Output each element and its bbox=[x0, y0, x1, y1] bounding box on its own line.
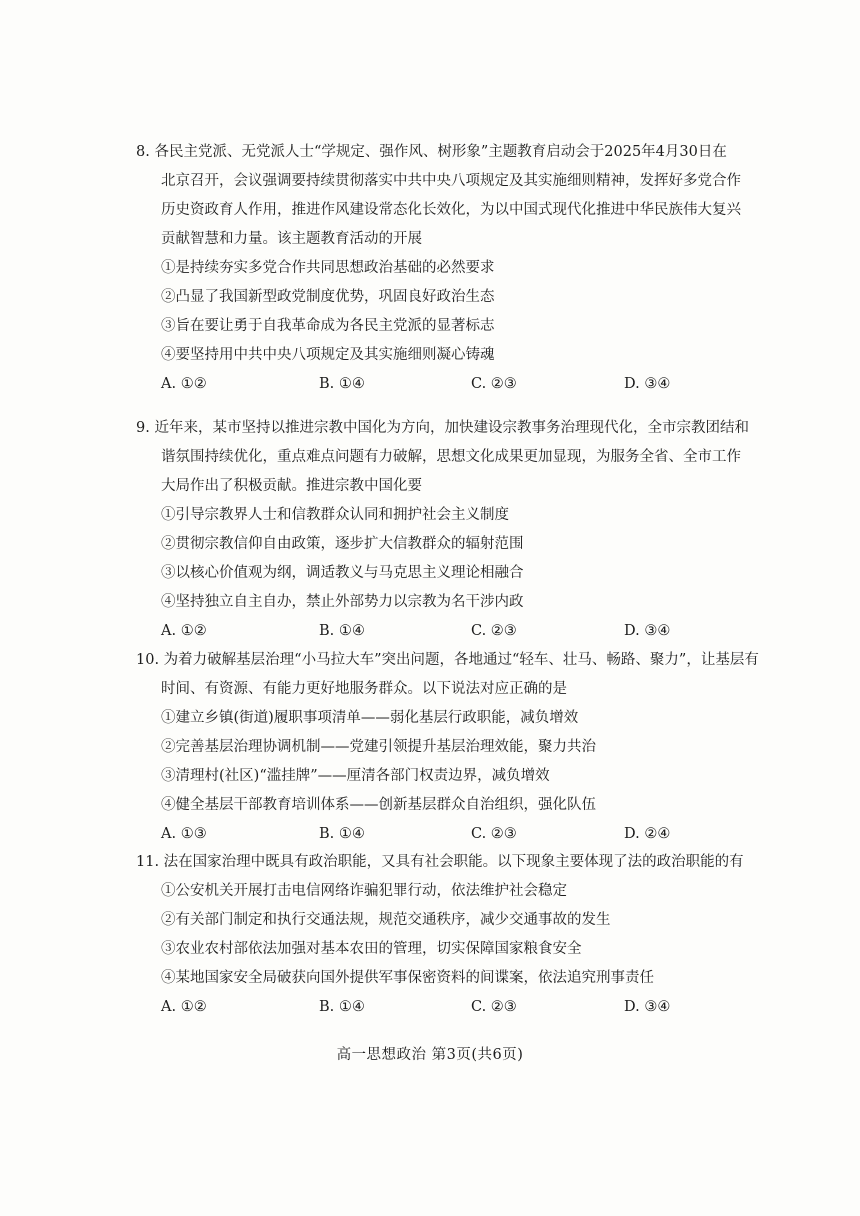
statement-option: ④坚持独立自主自办，禁止外部势力以宗教为名干涉内政 bbox=[161, 594, 524, 610]
statement-option: ②凸显了我国新型政党制度优势，巩固良好政治生态 bbox=[161, 289, 495, 305]
statement-option: ③以核心价值观为纲，调适教义与马克思主义理论相融合 bbox=[161, 565, 524, 581]
choice-d: D. ②④ bbox=[624, 826, 671, 842]
question-stem-line: 10. 为着力破解基层治理“小马拉大车”突出问题，各地通过“轻车、壮马、畅路、聚力”，让基层有 bbox=[136, 652, 759, 668]
answer-choices bbox=[136, 820, 786, 849]
question-stem-line: 大局作出了积极贡献。推进宗教中国化要 bbox=[161, 478, 422, 494]
statement-option: ③旨在要让勇于自我革命成为各民主党派的显著标志 bbox=[161, 318, 495, 334]
answer-choices bbox=[136, 370, 786, 399]
choice-c: C. ②③ bbox=[471, 826, 517, 842]
statement-option: ②有关部门制定和执行交通法规，规范交通秩序，减少交通事故的发生 bbox=[161, 912, 611, 928]
question-stem-line: 贡献智慧和力量。该主题教育活动的开展 bbox=[161, 231, 422, 247]
page-footer: 高一思想政治 第3页(共6页) bbox=[336, 1047, 524, 1063]
choice-a: A. ①② bbox=[161, 623, 207, 639]
choice-b: B. ①④ bbox=[319, 376, 365, 392]
question-stem-line: 谐氛围持续优化，重点难点问题有力破解，思想文化成果更加显现，为服务全省、全市工作 bbox=[161, 449, 741, 465]
choice-c: C. ②③ bbox=[471, 376, 517, 392]
statement-option: ④要坚持用中共中央八项规定及其实施细则凝心铸魂 bbox=[161, 347, 495, 363]
statement-option: ①建立乡镇(街道)履职事项清单——弱化基层行政职能，减负增效 bbox=[161, 710, 579, 726]
choice-d: D. ③④ bbox=[624, 376, 671, 392]
choice-a: A. ①③ bbox=[161, 826, 207, 842]
statement-option: ①引导宗教界人士和信教群众认同和拥护社会主义制度 bbox=[161, 507, 509, 523]
statement-option: ③清理村(社区)“滥挂牌”——厘清各部门权责边界，减负增效 bbox=[161, 768, 550, 784]
choice-a: A. ①② bbox=[161, 999, 207, 1015]
question-8 bbox=[136, 138, 786, 399]
question-10 bbox=[136, 646, 786, 849]
question-9 bbox=[136, 414, 786, 646]
statement-option: ④健全基层干部教育培训体系——创新基层群众自治组织，强化队伍 bbox=[161, 797, 596, 813]
choice-b: B. ①④ bbox=[319, 999, 365, 1015]
choice-b: B. ①④ bbox=[319, 826, 365, 842]
question-stem-line: 时间、有资源、有能力更好地服务群众。以下说法对应正确的是 bbox=[161, 681, 567, 697]
choice-d: D. ③④ bbox=[624, 999, 671, 1015]
question-11 bbox=[136, 848, 786, 1022]
question-stem-line: 8. 各民主党派、无党派人士“学规定、强作风、树形象”主题教育启动会于2025年4月30日在 bbox=[136, 144, 727, 160]
question-stem-line: 11. 法在国家治理中既具有政治职能，又具有社会职能。以下现象主要体现了法的政治职能的有 bbox=[136, 854, 744, 870]
choice-a: A. ①② bbox=[161, 376, 207, 392]
choice-c: C. ②③ bbox=[471, 999, 517, 1015]
statement-option: ②完善基层治理协调机制——党建引领提升基层治理效能，聚力共治 bbox=[161, 739, 596, 755]
answer-choices bbox=[136, 617, 786, 646]
statement-option: ③农业农村部依法加强对基本农田的管理，切实保障国家粮食安全 bbox=[161, 941, 582, 957]
question-stem-line: 历史资政育人作用，推进作风建设常态化长效化，为以中国式现代化推进中华民族伟大复兴 bbox=[161, 202, 741, 218]
answer-choices bbox=[136, 993, 786, 1022]
choice-c: C. ②③ bbox=[471, 623, 517, 639]
statement-option: ①是持续夯实多党合作共同思想政治基础的必然要求 bbox=[161, 260, 495, 276]
statement-option: ②贯彻宗教信仰自由政策，逐步扩大信教群众的辐射范围 bbox=[161, 536, 524, 552]
question-stem-line: 9. 近年来，某市坚持以推进宗教中国化为方向，加快建设宗教事务治理现代化，全市宗教团结和 bbox=[136, 420, 749, 436]
choice-b: B. ①④ bbox=[319, 623, 365, 639]
question-stem-line: 北京召开，会议强调要持续贯彻落实中共中央八项规定及其实施细则精神，发挥好多党合作 bbox=[161, 173, 741, 189]
statement-option: ①公安机关开展打击电信网络诈骗犯罪行动，依法维护社会稳定 bbox=[161, 883, 567, 899]
choice-d: D. ③④ bbox=[624, 623, 671, 639]
statement-option: ④某地国家安全局破获向国外提供军事保密资料的间谍案，依法追究刑事责任 bbox=[161, 970, 654, 986]
